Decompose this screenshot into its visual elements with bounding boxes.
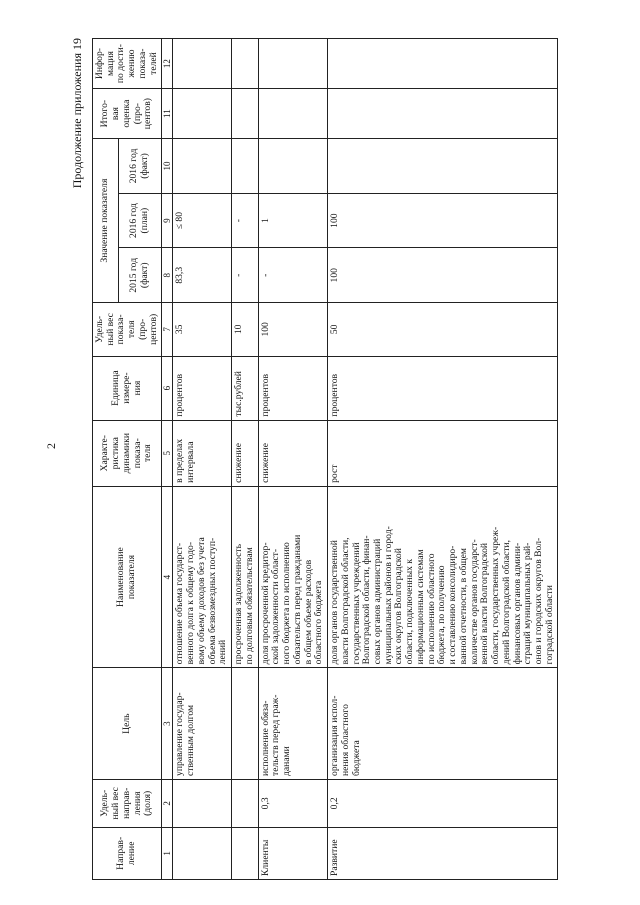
cell-indicator-weight: 50 [328, 303, 558, 357]
header-goal: Цель [93, 668, 162, 780]
cell-total [232, 89, 258, 139]
table-row [258, 39, 327, 880]
indicators-table [92, 38, 558, 880]
cell-direction: Клиенты [258, 827, 327, 879]
header-total: Итого- вая оценка (про- центов) [93, 89, 162, 139]
header-unit: Единица измере- ния [93, 356, 162, 420]
cell-direction [173, 827, 232, 879]
header-direction: Направ- ление [93, 827, 162, 879]
column-number: 5 [162, 420, 173, 486]
cell-unit: процентов [328, 356, 558, 420]
cell-indicator-weight: 35 [173, 303, 232, 357]
header-info: Инфор- мация по дости- жению показа- телей [93, 39, 162, 89]
column-number: 11 [162, 89, 173, 139]
column-number: 10 [162, 139, 173, 194]
column-number: 12 [162, 39, 173, 89]
header-indicator-name: Наименование показателя [93, 486, 162, 667]
cell-direction-weight: 0,3 [258, 779, 327, 827]
cell-indicator-name: отношение объема государст- венного долга к общему годо- вому объему доходов без учета объема безвозмездных поступ- лений [173, 486, 232, 667]
cell-indicator-weight: 100 [258, 303, 327, 357]
cell-indicator-name: просроченная задолженность по долговым обязательствам [232, 486, 258, 667]
column-number: 6 [162, 356, 173, 420]
cell-dynamics: рост [328, 420, 558, 486]
cell-indicator-name: доля органов государственной власти Волгоградской области, государственных учреждений Волгоградской области, финан- совых органов администраций муниципальных районов и город- ских округов Волгоградской области, подключенных к информационным системам по исполнению областного бюджета, по получению и составлению консолидиро- ванной отчетности, в общем количестве органов государст- венной власти Волгоградской области, государственных учреж- дений Волгоградской области, финансовых органов админи- страций муниципальных рай- онов и городских округов Вол- гоградской области [328, 486, 558, 667]
column-number: 7 [162, 303, 173, 357]
table-row [328, 39, 558, 880]
rotated-page-content [70, 38, 580, 880]
cell-2016-plan: ≤ 80 [173, 193, 232, 248]
cell-total [328, 89, 558, 139]
cell-total [258, 89, 327, 139]
cell-2015-fact: - [258, 248, 327, 303]
cell-2016-plan: - [232, 193, 258, 248]
header-dynamics: Характе- ристика динамики показа- теля [93, 420, 162, 486]
cell-2015-fact: 100 [328, 248, 558, 303]
column-number: 2 [162, 779, 173, 827]
column-number: 3 [162, 668, 173, 780]
cell-dynamics: снижение [232, 420, 258, 486]
cell-unit: процентов [258, 356, 327, 420]
cell-2016-fact [173, 139, 232, 194]
header-direction-weight: Удель- ный вес направ- ления (доля) [93, 779, 162, 827]
header-2016-plan: 2016 год (план) [118, 193, 162, 248]
cell-info [328, 39, 558, 89]
cell-goal [232, 668, 258, 780]
cell-2015-fact: - [232, 248, 258, 303]
cell-direction [232, 827, 258, 879]
cell-goal: организация испол- нения областного бюджета [328, 668, 558, 780]
cell-2015-fact: 83,3 [173, 248, 232, 303]
cell-goal: управление государ- ственным долгом [173, 668, 232, 780]
page-number: 2 [44, 443, 58, 449]
column-number: 1 [162, 827, 173, 879]
cell-info [258, 39, 327, 89]
header-2015-fact: 2015 год (факт) [118, 248, 162, 303]
cell-2016-fact [232, 139, 258, 194]
table-row [173, 39, 232, 880]
header-values-group: Значение показателя [93, 139, 119, 303]
cell-direction-weight: 0,2 [328, 779, 558, 827]
cell-info [173, 39, 232, 89]
cell-2016-plan: 100 [328, 193, 558, 248]
header-2016-fact: 2016 год (факт) [118, 139, 162, 194]
cell-info [232, 39, 258, 89]
column-number: 8 [162, 248, 173, 303]
appendix-title: Продолжение приложения 19 [70, 38, 84, 189]
column-number: 4 [162, 486, 173, 667]
cell-indicator-name: доля просроченной кредитор- ской задолженности област- ного бюджета по исполнению обязательств перед гражданами в общем объеме расходов областного бюджета [258, 486, 327, 667]
cell-dynamics: в пределах интервала [173, 420, 232, 486]
table-row [232, 39, 258, 880]
cell-indicator-weight: 10 [232, 303, 258, 357]
cell-2016-fact [328, 139, 558, 194]
cell-2016-fact [258, 139, 327, 194]
cell-total [173, 89, 232, 139]
cell-direction-weight [232, 779, 258, 827]
header-indicator-weight: Удель- ный вес показа- теля (про- центов) [93, 303, 162, 357]
cell-unit: тыс.рублей [232, 356, 258, 420]
cell-goal: исполнение обяза- тельств перед граж- данами [258, 668, 327, 780]
cell-2016-plan: 1 [258, 193, 327, 248]
column-number: 9 [162, 193, 173, 248]
cell-dynamics: снижение [258, 420, 327, 486]
cell-unit: процентов [173, 356, 232, 420]
cell-direction-weight [173, 779, 232, 827]
cell-direction: Развитие [328, 827, 558, 879]
